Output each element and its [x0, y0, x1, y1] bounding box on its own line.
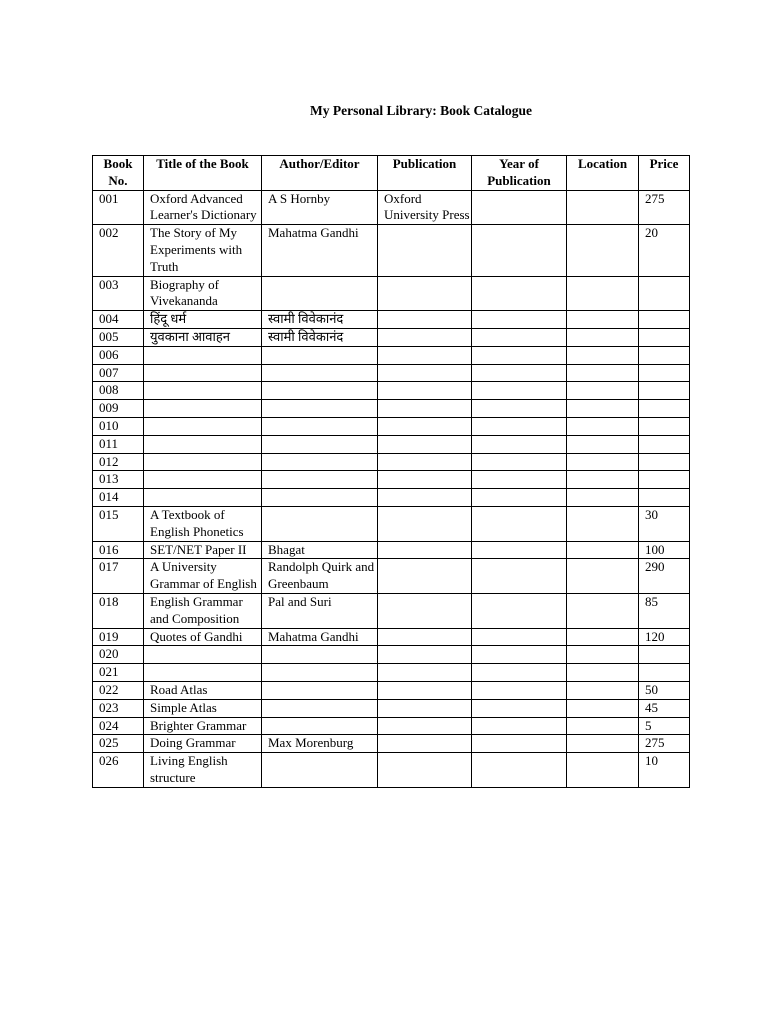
location-cell [567, 735, 639, 753]
location-cell [567, 435, 639, 453]
year-cell [472, 735, 567, 753]
location-cell [567, 346, 639, 364]
book-no-cell: 002 [93, 225, 144, 276]
book-no-cell: 019 [93, 628, 144, 646]
publication-cell [378, 311, 472, 329]
page-title: My Personal Library: Book Catalogue [310, 103, 532, 118]
publication-cell [378, 225, 472, 276]
price-cell: 275 [639, 190, 690, 225]
book-no-cell: 017 [93, 559, 144, 594]
publication-cell [378, 681, 472, 699]
author-cell: Mahatma Gandhi [262, 628, 378, 646]
publication-cell [378, 699, 472, 717]
publication-cell [378, 364, 472, 382]
title-cell [144, 364, 262, 382]
location-cell [567, 541, 639, 559]
title-cell: Brighter Grammar [144, 717, 262, 735]
location-cell [567, 328, 639, 346]
header-year: Year of Publication [472, 156, 567, 191]
publication-cell [378, 646, 472, 664]
year-cell [472, 225, 567, 276]
table-row [93, 628, 690, 646]
price-cell [639, 382, 690, 400]
author-cell: A S Hornby [262, 190, 378, 225]
price-cell: 30 [639, 506, 690, 541]
title-cell: Doing Grammar [144, 735, 262, 753]
title-cell: English Grammar and Composition [144, 593, 262, 628]
title-cell: Simple Atlas [144, 699, 262, 717]
price-cell: 5 [639, 717, 690, 735]
table-row [93, 506, 690, 541]
title-cell [144, 453, 262, 471]
header-title: Title of the Book [144, 156, 262, 191]
author-cell [262, 699, 378, 717]
title-cell [144, 346, 262, 364]
book-no-cell: 026 [93, 753, 144, 788]
year-cell [472, 593, 567, 628]
year-cell [472, 541, 567, 559]
location-cell [567, 559, 639, 594]
table-row [93, 417, 690, 435]
publication-cell [378, 489, 472, 507]
author-cell: Mahatma Gandhi [262, 225, 378, 276]
publication-cell [378, 453, 472, 471]
publication-cell [378, 400, 472, 418]
author-cell [262, 717, 378, 735]
location-cell [567, 364, 639, 382]
location-cell [567, 717, 639, 735]
author-cell [262, 400, 378, 418]
table-row [93, 681, 690, 699]
table-row [93, 735, 690, 753]
title-cell: A University Grammar of English [144, 559, 262, 594]
location-cell [567, 453, 639, 471]
location-cell [567, 646, 639, 664]
title-cell [144, 400, 262, 418]
header-price: Price [639, 156, 690, 191]
location-cell [567, 190, 639, 225]
publication-cell [378, 382, 472, 400]
price-cell [639, 664, 690, 682]
book-no-cell: 025 [93, 735, 144, 753]
year-cell [472, 400, 567, 418]
table-row [93, 717, 690, 735]
book-no-cell: 008 [93, 382, 144, 400]
price-cell [639, 453, 690, 471]
publication-cell [378, 593, 472, 628]
book-no-cell: 014 [93, 489, 144, 507]
book-no-cell: 011 [93, 435, 144, 453]
table-row [93, 328, 690, 346]
title-cell: A Textbook of English Phonetics [144, 506, 262, 541]
author-cell [262, 506, 378, 541]
publication-cell [378, 753, 472, 788]
author-cell [262, 382, 378, 400]
author-cell: Bhagat [262, 541, 378, 559]
title-cell: हिंदू धर्म [144, 311, 262, 329]
book-no-cell: 006 [93, 346, 144, 364]
author-cell [262, 276, 378, 311]
table-row [93, 382, 690, 400]
header-author: Author/Editor [262, 156, 378, 191]
location-cell [567, 225, 639, 276]
year-cell [472, 417, 567, 435]
book-no-cell: 004 [93, 311, 144, 329]
book-no-cell: 018 [93, 593, 144, 628]
title-cell: Oxford Advanced Learner's Dictionary [144, 190, 262, 225]
title-cell [144, 646, 262, 664]
table-row [93, 753, 690, 788]
year-cell [472, 346, 567, 364]
author-cell: Randolph Quirk and Greenbaum [262, 559, 378, 594]
table-row [93, 190, 690, 225]
location-cell [567, 471, 639, 489]
title-cell [144, 489, 262, 507]
table-row [93, 489, 690, 507]
table-row [93, 400, 690, 418]
author-cell: Pal and Suri [262, 593, 378, 628]
year-cell [472, 699, 567, 717]
price-cell [639, 417, 690, 435]
author-cell [262, 364, 378, 382]
location-cell [567, 400, 639, 418]
book-no-cell: 024 [93, 717, 144, 735]
book-no-cell: 005 [93, 328, 144, 346]
table-row [93, 593, 690, 628]
book-no-cell: 016 [93, 541, 144, 559]
author-cell [262, 646, 378, 664]
publication-cell [378, 664, 472, 682]
publication-cell [378, 417, 472, 435]
year-cell [472, 471, 567, 489]
header-row [93, 156, 690, 191]
price-cell [639, 489, 690, 507]
location-cell [567, 664, 639, 682]
year-cell [472, 328, 567, 346]
year-cell [472, 489, 567, 507]
book-no-cell: 007 [93, 364, 144, 382]
title-cell: The Story of My Experiments with Truth [144, 225, 262, 276]
book-no-cell: 013 [93, 471, 144, 489]
publication-cell [378, 628, 472, 646]
author-cell [262, 346, 378, 364]
year-cell [472, 628, 567, 646]
book-no-cell: 021 [93, 664, 144, 682]
author-cell [262, 435, 378, 453]
price-cell [639, 646, 690, 664]
location-cell [567, 593, 639, 628]
year-cell [472, 664, 567, 682]
publication-cell [378, 735, 472, 753]
year-cell [472, 276, 567, 311]
publication-cell [378, 717, 472, 735]
year-cell [472, 382, 567, 400]
table-row [93, 364, 690, 382]
author-cell [262, 681, 378, 699]
title-cell [144, 664, 262, 682]
price-cell: 20 [639, 225, 690, 276]
title-cell: Living English structure [144, 753, 262, 788]
year-cell [472, 311, 567, 329]
price-cell [639, 346, 690, 364]
price-cell: 85 [639, 593, 690, 628]
table-row [93, 559, 690, 594]
title-cell [144, 435, 262, 453]
location-cell [567, 382, 639, 400]
table-row [93, 453, 690, 471]
price-cell [639, 328, 690, 346]
book-no-cell: 020 [93, 646, 144, 664]
location-cell [567, 489, 639, 507]
year-cell [472, 453, 567, 471]
author-cell [262, 471, 378, 489]
price-cell: 50 [639, 681, 690, 699]
book-no-cell: 010 [93, 417, 144, 435]
price-cell [639, 471, 690, 489]
author-cell [262, 417, 378, 435]
table-row [93, 471, 690, 489]
price-cell: 275 [639, 735, 690, 753]
author-cell [262, 453, 378, 471]
author-cell [262, 489, 378, 507]
table-row [93, 346, 690, 364]
location-cell [567, 276, 639, 311]
location-cell [567, 628, 639, 646]
header-publication: Publication [378, 156, 472, 191]
table-row [93, 276, 690, 311]
publication-cell [378, 346, 472, 364]
price-cell [639, 364, 690, 382]
price-cell [639, 400, 690, 418]
title-cell: Road Atlas [144, 681, 262, 699]
author-cell [262, 664, 378, 682]
title-cell [144, 417, 262, 435]
table-row [93, 699, 690, 717]
author-cell: स्वामी विवेकानंद [262, 311, 378, 329]
location-cell [567, 506, 639, 541]
book-no-cell: 022 [93, 681, 144, 699]
book-no-cell: 001 [93, 190, 144, 225]
header-location: Location [567, 156, 639, 191]
price-cell: 45 [639, 699, 690, 717]
author-cell: Max Morenburg [262, 735, 378, 753]
title-cell [144, 382, 262, 400]
location-cell [567, 681, 639, 699]
table-row [93, 646, 690, 664]
year-cell [472, 717, 567, 735]
title-cell: Quotes of Gandhi [144, 628, 262, 646]
book-no-cell: 003 [93, 276, 144, 311]
publication-cell [378, 471, 472, 489]
price-cell: 100 [639, 541, 690, 559]
table-row [93, 225, 690, 276]
author-cell: स्वामी विवेकानंद [262, 328, 378, 346]
price-cell [639, 435, 690, 453]
year-cell [472, 646, 567, 664]
publication-cell [378, 276, 472, 311]
book-no-cell: 009 [93, 400, 144, 418]
publication-cell [378, 435, 472, 453]
book-no-cell: 015 [93, 506, 144, 541]
year-cell [472, 190, 567, 225]
title-cell [144, 471, 262, 489]
year-cell [472, 364, 567, 382]
price-cell: 290 [639, 559, 690, 594]
price-cell: 10 [639, 753, 690, 788]
table-row [93, 311, 690, 329]
table-row [93, 541, 690, 559]
price-cell: 120 [639, 628, 690, 646]
book-no-cell: 012 [93, 453, 144, 471]
location-cell [567, 311, 639, 329]
table-row [93, 435, 690, 453]
publication-cell [378, 328, 472, 346]
price-cell [639, 311, 690, 329]
author-cell [262, 753, 378, 788]
year-cell [472, 435, 567, 453]
location-cell [567, 753, 639, 788]
location-cell [567, 699, 639, 717]
title-cell: Biography of Vivekananda [144, 276, 262, 311]
publication-cell [378, 559, 472, 594]
publication-cell [378, 541, 472, 559]
publication-cell [378, 506, 472, 541]
title-cell: SET/NET Paper II [144, 541, 262, 559]
book-no-cell: 023 [93, 699, 144, 717]
header-book-no: Book No. [93, 156, 144, 191]
location-cell [567, 417, 639, 435]
year-cell [472, 681, 567, 699]
publication-cell: Oxford University Press [378, 190, 472, 225]
title-cell: युवकाना आवाहन [144, 328, 262, 346]
table-row [93, 664, 690, 682]
year-cell [472, 753, 567, 788]
price-cell [639, 276, 690, 311]
year-cell [472, 506, 567, 541]
book-catalogue-table [92, 155, 690, 788]
year-cell [472, 559, 567, 594]
